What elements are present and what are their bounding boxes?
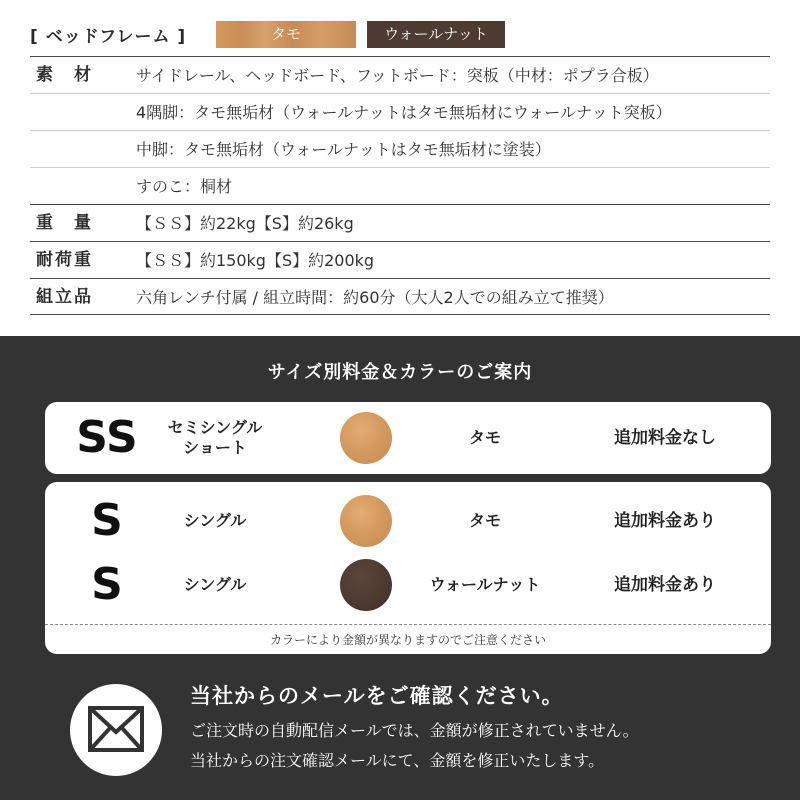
spec-row-legs [30, 93, 770, 130]
mail-notice-title: 当社からのメールをご確認ください。 [190, 684, 564, 708]
color-name: タモ [468, 428, 501, 447]
spec-value: 六角レンチ付属 / 組立時間：約60分（大人2人での組み立て推奨） [136, 288, 614, 307]
size-label: SS [76, 412, 138, 463]
spec-row-slats [30, 167, 770, 204]
spec-row-weight [30, 204, 770, 241]
color-name: タモ [468, 511, 501, 530]
bed-frame-title: [ ベッドフレーム ] [30, 27, 187, 47]
price-color-note: カラーにより金額が異なりますのでご注意ください [269, 633, 546, 647]
spec-row-center-legs [30, 130, 770, 167]
price-note: 追加料金なし [614, 428, 716, 448]
spec-value: 【ＳＳ】約22kg【S】約26kg [136, 214, 354, 233]
dashed-divider [45, 624, 771, 625]
spec-head: 重 量 [36, 213, 93, 233]
size-name: シングル [183, 575, 247, 594]
size-label: S [91, 559, 123, 610]
option-row [45, 405, 771, 471]
tamo-color-swatch [340, 412, 392, 464]
spec-table [30, 56, 770, 315]
spec-row-material [30, 56, 770, 93]
spec-head: 組立品 [36, 287, 93, 307]
spec-value: 【ＳＳ】約150kg【S】約200kg [136, 251, 375, 270]
envelope-icon [70, 684, 162, 776]
spec-head: 素 材 [36, 65, 93, 85]
spec-value: すのこ：桐材 [136, 177, 233, 196]
color-name: ウォールナット [429, 575, 541, 594]
size-name: シングル [183, 511, 247, 530]
spec-row-assembly [30, 278, 770, 315]
pricing-section [0, 336, 800, 800]
spec-value: サイドレール、ヘッドボード、フットボード：突板（中材：ポプラ合板） [136, 66, 659, 85]
mail-notice-line: 当社からの注文確認メールにて、金額を修正いたします。 [190, 751, 605, 770]
size-name [155, 405, 275, 471]
price-note: 追加料金あり [614, 575, 716, 595]
spec-row-load [30, 241, 770, 278]
title-row [30, 18, 770, 50]
mail-notice-line: ご注文時の自動配信メールでは、金額が修正されていません。 [190, 721, 639, 740]
spec-value: 中脚：タモ無垢材（ウォールナットはタモ無垢材に塗装） [136, 140, 551, 159]
option-card-ss [45, 402, 771, 474]
walnut-swatch: ウォールナット [367, 21, 505, 48]
spec-value: 4隅脚：タモ無垢材（ウォールナットはタモ無垢材にウォールナット突板） [136, 103, 672, 122]
option-row [45, 488, 771, 554]
walnut-color-swatch [340, 559, 392, 611]
spec-head: 耐荷重 [36, 250, 93, 270]
size-label: S [91, 495, 123, 546]
option-row [45, 552, 771, 618]
price-note: 追加料金あり [614, 511, 716, 531]
size-name-line2: ショート [183, 438, 247, 457]
spec-section [0, 0, 800, 336]
pricing-title: サイズ別料金＆カラーのご案内 [267, 362, 533, 383]
option-card-s [45, 482, 771, 654]
tamo-color-swatch [340, 495, 392, 547]
size-name-line1: セミシングル [167, 418, 263, 437]
tamo-swatch: タモ [216, 21, 356, 48]
